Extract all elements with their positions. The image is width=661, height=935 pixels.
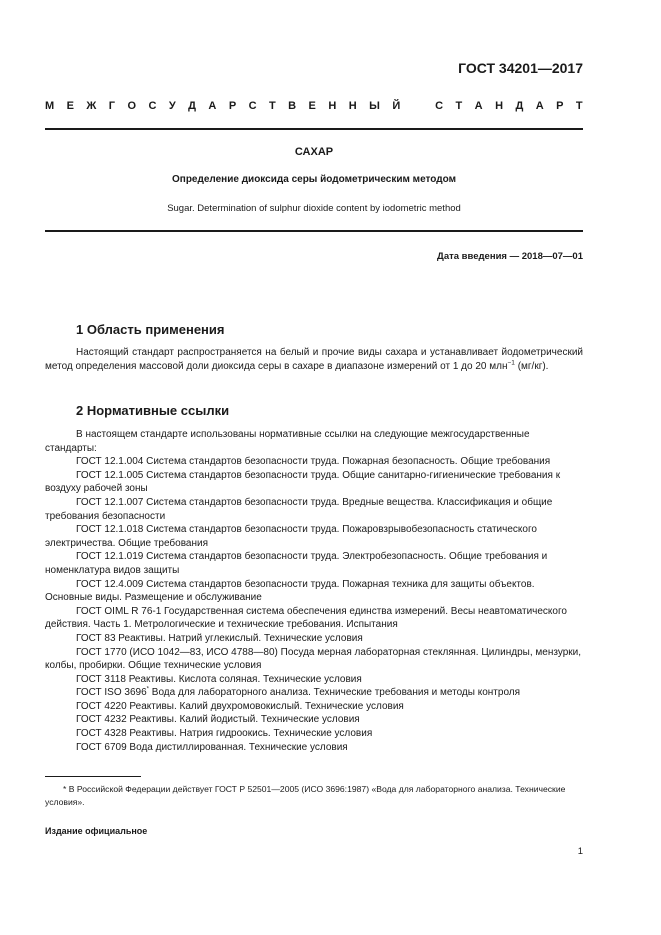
standard-title: САХАР bbox=[294, 146, 334, 158]
title-divider bbox=[45, 230, 583, 232]
interstate-letter: Е bbox=[66, 100, 74, 112]
interstate-letter: Е bbox=[308, 100, 316, 112]
reference-item: ГОСТ 83 Реактивы. Натрий углекислый. Технические условия bbox=[76, 632, 363, 644]
reference-item: ГОСТ OIML R 76-1 Государственная система обеспечения единства измерений. Весы неавтоматического действия. Часть 1. Метрологические и технические требования. Испытания bbox=[45, 605, 567, 631]
interstate-letter: В bbox=[288, 100, 297, 112]
reference-title: Вода для лабораторного анализа. Технические требования и методы контроля bbox=[149, 687, 521, 699]
reference-item: ГОСТ 6709 Вода дистиллированная. Технические условия bbox=[76, 741, 348, 753]
interstate-letter: С bbox=[248, 100, 257, 112]
reference-code: ГОСТ ISO 3696 bbox=[76, 687, 147, 699]
reference-item bbox=[45, 686, 583, 700]
interstate-letter: А bbox=[208, 100, 217, 112]
page-number: 1 bbox=[577, 846, 583, 857]
section-1-unit: (мг/кг). bbox=[514, 360, 549, 372]
footnote-mark: * bbox=[146, 686, 150, 693]
interstate-letter: Ы bbox=[369, 100, 380, 112]
interstate-letter: Н bbox=[328, 100, 337, 112]
reference-item: ГОСТ 4232 Реактивы. Калий йодистый. Технические условия bbox=[76, 714, 360, 726]
interstate-letter: Т bbox=[455, 100, 463, 112]
interstate-letter: Р bbox=[556, 100, 564, 112]
interstate-letter: М bbox=[45, 100, 55, 112]
reference-item: ГОСТ 12.1.005 Система стандартов безопасности труда. Общие санитарно-гигиенические требования к воздуху рабочей зоны bbox=[45, 469, 561, 495]
footnote-divider bbox=[45, 776, 141, 777]
section-1-body: Настоящий стандарт распространяется на белый и прочие виды сахара и устанавливает йодометрический метод определения массовой доли диоксида серы в сахаре в диапазоне измерений от 1 до 20 млн bbox=[45, 347, 583, 372]
interstate-letter: О bbox=[127, 100, 137, 112]
section-1-text bbox=[45, 346, 583, 373]
unit-exponent: −1 bbox=[507, 359, 515, 367]
document-number: ГОСТ 34201—2017 bbox=[458, 60, 583, 76]
top-divider bbox=[45, 128, 583, 130]
reference-item: ГОСТ 3118 Реактивы. Кислота соляная. Технические условия bbox=[76, 673, 362, 685]
section-1-heading: 1 Область применения bbox=[76, 322, 225, 337]
interstate-letter: С bbox=[435, 100, 444, 112]
interstate-letter: Т bbox=[575, 100, 583, 112]
interstate-letter: А bbox=[535, 100, 544, 112]
reference-item: ГОСТ 12.1.004 Система стандартов безопасности труда. Пожарная безопасность. Общие требования bbox=[76, 456, 551, 468]
reference-item: ГОСТ 12.1.019 Система стандартов безопасности труда. Электробезопасность. Общие требования и номенклатура видов защиты bbox=[45, 551, 548, 576]
edition-label: Издание официальное bbox=[45, 826, 148, 836]
interstate-standard-label bbox=[45, 100, 583, 112]
interstate-letter: С bbox=[148, 100, 157, 112]
interstate-letter: Ж bbox=[86, 100, 97, 112]
introduction-date: Дата введения — 2018—07—01 bbox=[437, 251, 583, 262]
interstate-letter: Р bbox=[228, 100, 237, 112]
letter-gap bbox=[413, 100, 423, 112]
interstate-letter: А bbox=[474, 100, 483, 112]
interstate-letter: Н bbox=[348, 100, 357, 112]
reference-item: ГОСТ 4220 Реактивы. Калий двухромовокислый. Технические условия bbox=[76, 700, 404, 712]
interstate-letter: Й bbox=[392, 100, 401, 112]
normative-references bbox=[45, 428, 583, 754]
reference-item: ГОСТ 4328 Реактивы. Натрия гидроокись. Технические условия bbox=[76, 728, 373, 740]
reference-item: ГОСТ 12.1.018 Система стандартов безопасности труда. Пожаровзрывобезопасность статического электричества. Общие требования bbox=[45, 524, 537, 549]
interstate-letter: Д bbox=[515, 100, 524, 112]
section-2-heading: 2 Нормативные ссылки bbox=[76, 403, 230, 418]
reference-item: ГОСТ 12.1.007 Система стандартов безопасности труда. Вредные вещества. Классификация и общие требования безопасности bbox=[45, 496, 553, 522]
interstate-letter: Д bbox=[188, 100, 196, 112]
interstate-letter: Н bbox=[495, 100, 504, 112]
footnote: * В Российской Федерации действует ГОСТ Р 52501—2005 (ИСО 3696:1987) «Вода для лабораторного анализа. Технические условия». bbox=[45, 784, 566, 807]
interstate-letter: Г bbox=[108, 100, 116, 112]
references-intro: В настоящем стандарте использованы нормативные ссылки на следующие межгосударственные стандарты: bbox=[45, 429, 530, 454]
standard-subtitle-ru: Определение диоксида серы йодометрическим методом bbox=[172, 174, 456, 185]
interstate-letter: Т bbox=[268, 100, 276, 112]
reference-item: ГОСТ 12.4.009 Система стандартов безопасности труда. Пожарная техника для защиты объектов. Основные виды. Размещение и обслуживание bbox=[45, 578, 535, 604]
standard-subtitle-en: Sugar. Determination of sulphur dioxide content by iodometric method bbox=[167, 203, 461, 214]
reference-item: ГОСТ 1770 (ИСО 1042—83, ИСО 4788—80) Посуда мерная лабораторная стеклянная. Цилиндры, мензурки, колбы, пробирки. Общие технические условия bbox=[45, 646, 582, 672]
interstate-letter: У bbox=[168, 100, 176, 112]
